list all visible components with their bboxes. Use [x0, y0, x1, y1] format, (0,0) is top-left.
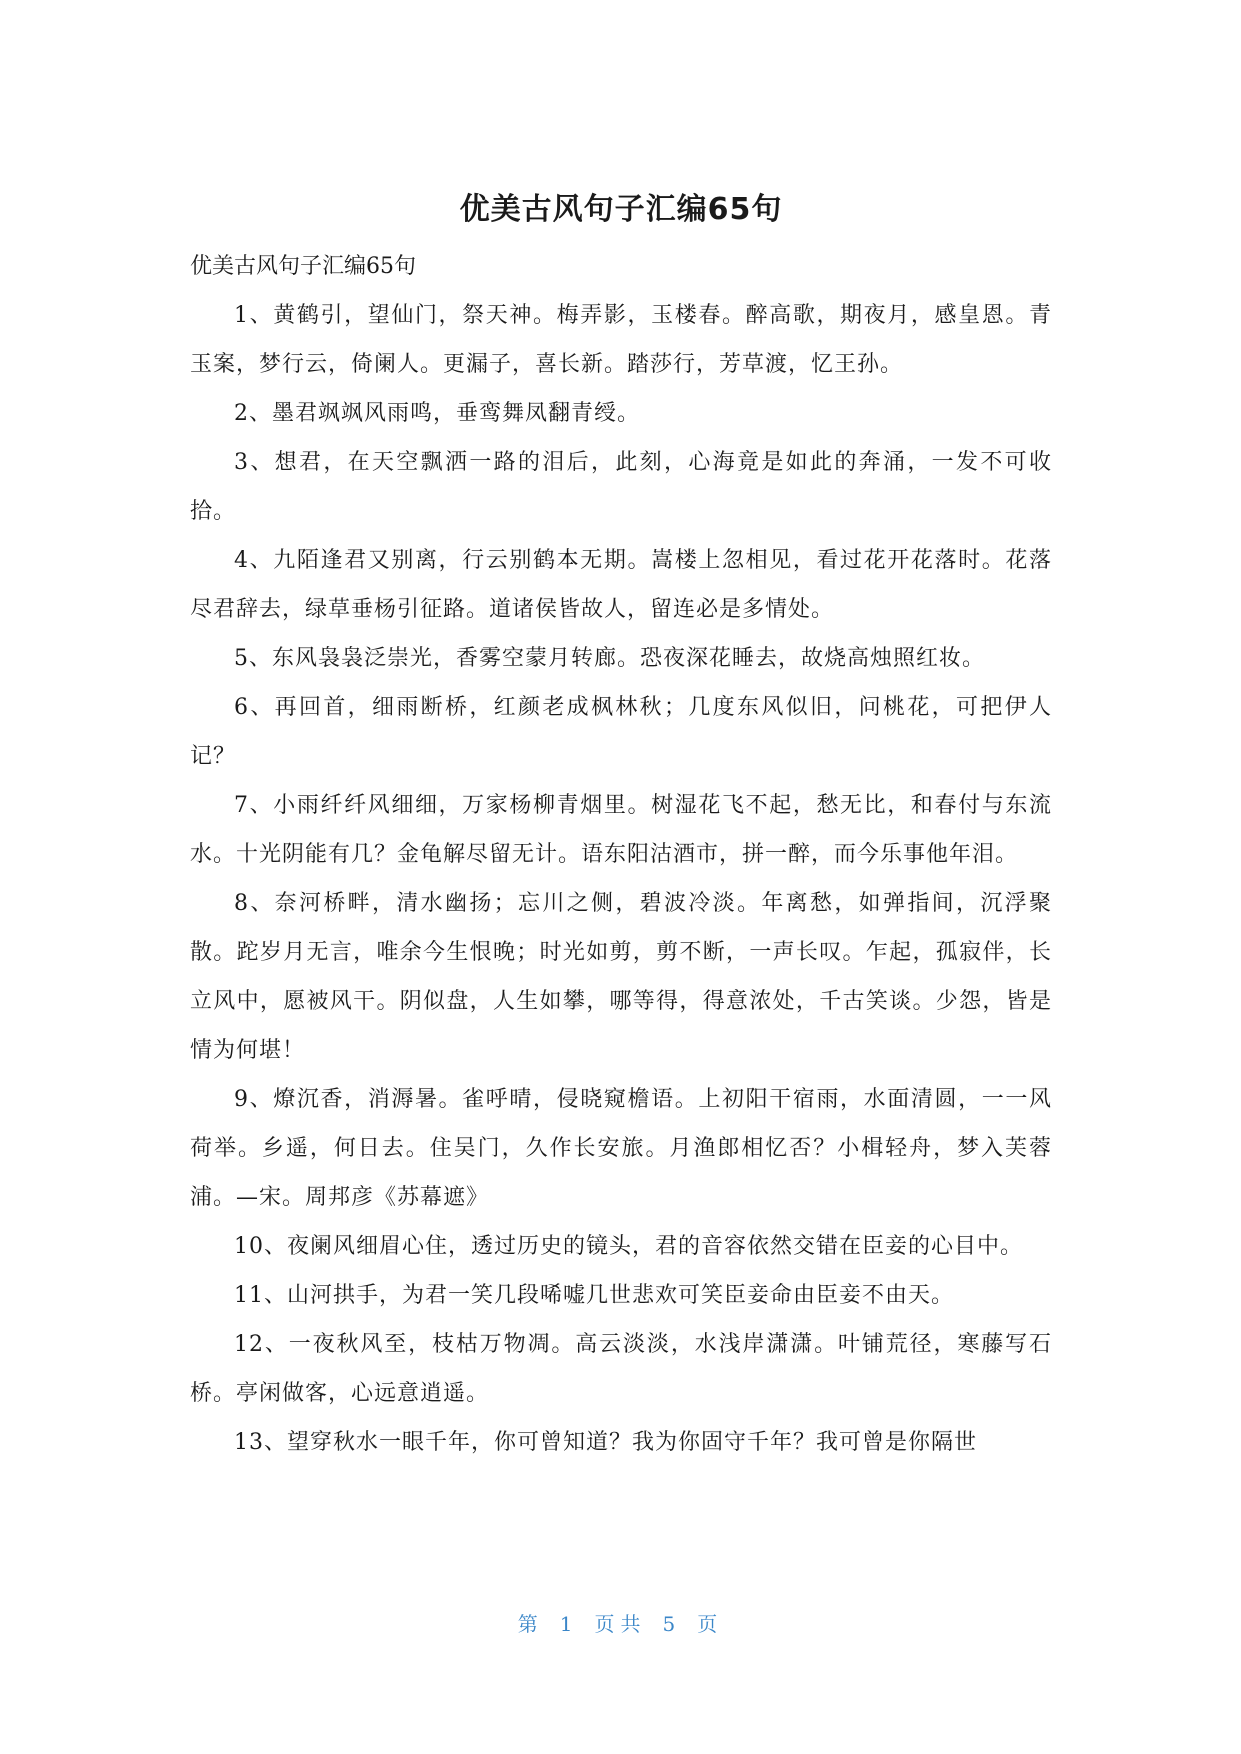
paragraph: 4、九陌逢君又别离，行云别鹤本无期。嵩楼上忽相见，看过花开花落时。花落尽君辞去，绿草垂杨引征路。道诸侯皆故人，留连必是多情处。 — [190, 548, 1052, 622]
document-title: 优美古风句子汇编65句 — [459, 192, 783, 227]
footer-total-pages: 5 — [662, 1612, 682, 1636]
paragraph: 1、黄鹤引，望仙门，祭天神。梅弄影，玉楼春。醉高歌，期夜月，感皇恩。青玉案，梦行云，倚阑人。更漏子，喜长新。踏莎行，芳草渡，忆王孙。 — [190, 303, 1052, 377]
paragraph: 8、奈河桥畔，清水幽扬；忘川之侧，碧波冷淡。年离愁，如弹指间，沉浮聚散。跎岁月无言，唯余今生恨晚；时光如剪，剪不断，一声长叹。乍起，孤寂伴，长立风中，愿被风干。阴似盘，人生如攀，哪等得，得意浓处，千古笑谈。少怨，皆是情为何堪！ — [190, 891, 1052, 1063]
footer-suffix: 页 — [697, 1612, 724, 1636]
document-page — [190, 190, 1052, 1467]
paragraph: 6、再回首，细雨断桥，红颜老成枫林秋；几度东风似旧，问桃花，可把伊人记？ — [190, 695, 1052, 769]
paragraph: 12、一夜秋风至，枝枯万物凋。高云淡淡，水浅岸潇潇。叶铺荒径，寒藤写石桥。亭闲做客，心远意逍遥。 — [190, 1332, 1052, 1406]
paragraph: 9、燎沉香，消溽暑。雀呼晴，侵晓窥檐语。上初阳干宿雨，水面清圆，一一风荷举。乡遥，何日去。住吴门，久作长安旅。月渔郎相忆否？小楫轻舟，梦入芙蓉浦。—宋。周邦彦《苏幕遮》 — [190, 1087, 1052, 1210]
footer-middle: 页共 — [594, 1612, 647, 1636]
paragraph: 5、东风袅袅泛崇光，香雾空蒙月转廊。恐夜深花睡去，故烧高烛照红妆。 — [234, 646, 985, 671]
paragraph: 7、小雨纤纤风细细，万家杨柳青烟里。树湿花飞不起，愁无比，和春付与东流水。十光阴能有几？金龟解尽留无计。语东阳沽酒市，拼一醉，而今乐事他年泪。 — [190, 793, 1052, 867]
footer-current-page: 1 — [559, 1612, 579, 1636]
paragraph: 11、山河拱手，为君一笑几段唏嘘几世悲欢可笑臣妾命由臣妾不由天。 — [234, 1283, 954, 1308]
page-footer — [0, 1608, 1241, 1637]
paragraph: 13、望穿秋水一眼千年，你可曾知道？我为你固守千年？我可曾是你隔世 — [234, 1430, 977, 1455]
paragraph: 10、夜阑风细眉心住，透过历史的镜头，君的音容依然交错在臣妾的心目中。 — [234, 1234, 1023, 1259]
paragraph: 3、想君，在天空飘洒一路的泪后，此刻，心海竟是如此的奔涌，一发不可收拾。 — [190, 450, 1052, 524]
paragraph: 2、墨君飒飒风雨鸣，垂鸾舞凤翻青绶。 — [234, 401, 640, 426]
footer-prefix: 第 — [517, 1612, 544, 1636]
document-subtitle: 优美古风句子汇编65句 — [190, 254, 416, 279]
